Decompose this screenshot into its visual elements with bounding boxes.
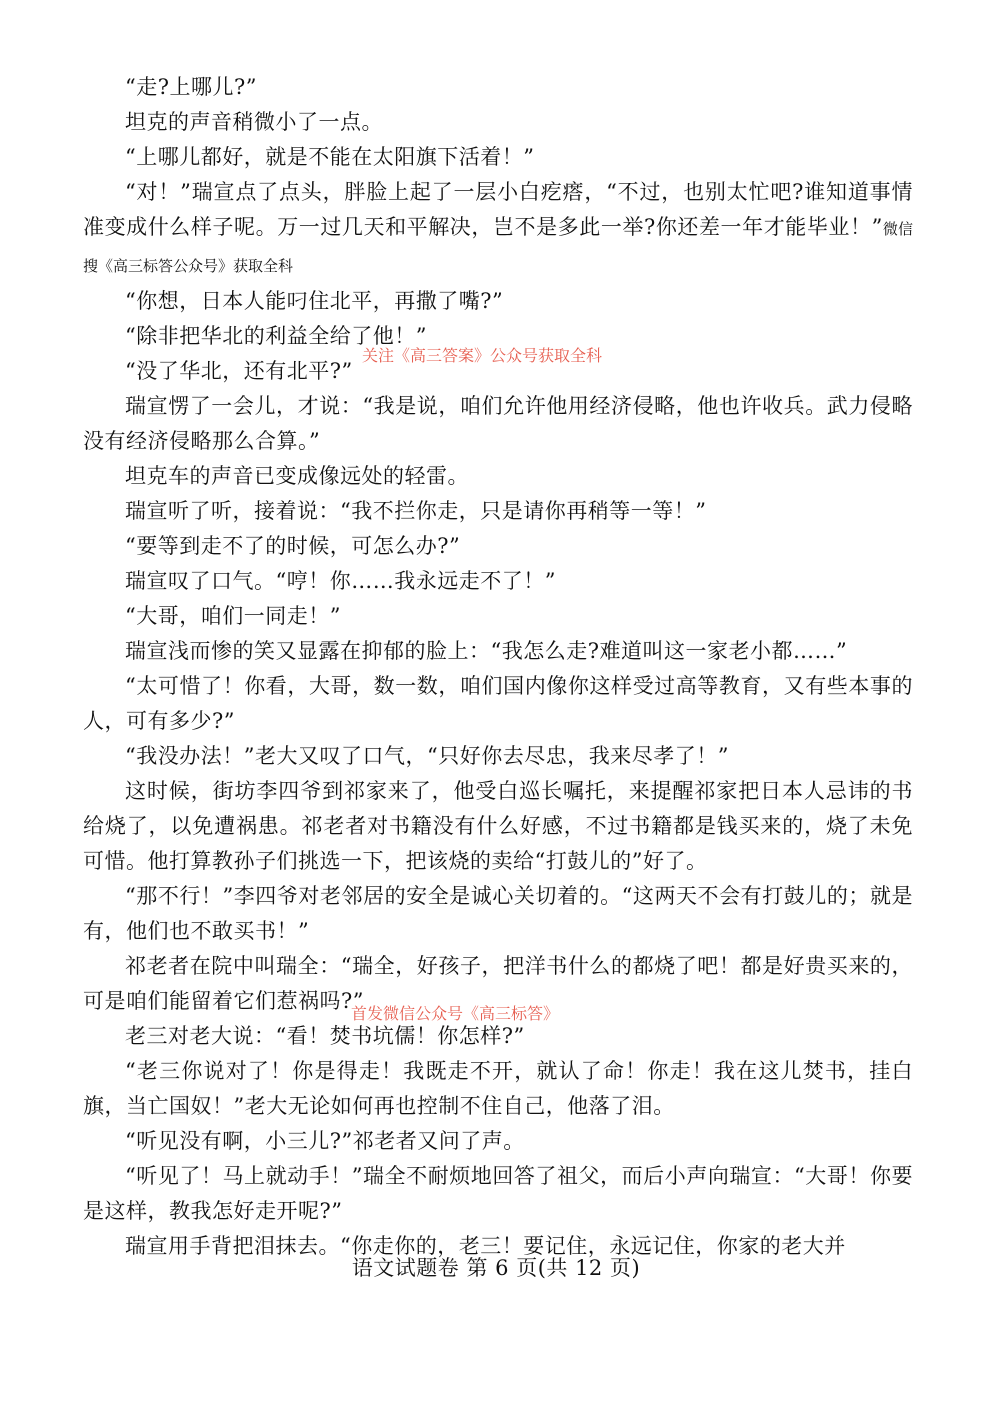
page-footer: 语文试题卷 第 6 页(共 12 页)	[351, 1256, 641, 1280]
paragraph: 瑞宣用手背把泪抹去。“你走你的，老三！要记住，永远记住，你家的老大并	[125, 1234, 846, 1258]
paragraph: “听见了！马上就动手！”瑞全不耐烦地回答了祖父，而后小声向瑞宣：“大哥！你要是这样，教我怎好走开呢?”	[83, 1164, 913, 1223]
paragraph-with-note	[83, 175, 913, 284]
watermark-top: 关注《高三答案》公众号获取全科	[362, 346, 603, 365]
paragraph: “我没办法！”老大又叹了口气，“只好你去尽忠，我来尽孝了！”	[125, 744, 729, 768]
paragraph: “上哪儿都好，就是不能在太阳旗下活着！”	[125, 145, 535, 169]
paragraph: “走?上哪儿?”	[125, 75, 257, 99]
paragraph: 这时候，街坊李四爷到祁家来了，他受白巡长嘱托，来提醒祁家把日本人忌讳的书给烧了，以免遭祸患。祁老者对书籍没有什么好感，不过书籍都是钱买来的，烧了未免可惜。他打算教孙子们挑选一下，把该烧的卖给“打鼓儿的”好了。	[83, 779, 913, 873]
watermark-bottom: 首发微信公众号《高三标答》	[351, 1004, 560, 1023]
paragraph: “听见没有啊，小三儿?”祁老者又问了声。	[125, 1129, 525, 1153]
paragraph: “那不行！”李四爷对老邻居的安全是诚心关切着的。“这两天不会有打鼓儿的；就是有，他们也不敢买书！”	[83, 884, 913, 943]
paragraph: “大哥，咱们一同走！”	[125, 604, 341, 628]
paragraph: “要等到走不了的时候，可怎么办?”	[125, 534, 461, 558]
paragraph: 瑞宣叹了口气。“哼！你……我永远走不了！”	[125, 569, 556, 593]
paragraph: “你想，日本人能叼住北平，再撒了嘴?”	[125, 289, 504, 313]
paragraph: 老三对老大说：“看！焚书坑儒！你怎样?”	[125, 1024, 525, 1048]
paragraph: “没了华北，还有北平?”	[125, 359, 353, 383]
paragraph: 瑞宣愣了一会儿，才说：“我是说，咱们允许他用经济侵略，他也许收兵。武力侵略没有经济侵略那么合算。”	[83, 394, 913, 453]
paragraph-text: “对！”瑞宣点了点头，胖脸上起了一层小白疙瘩，“不过，也别太忙吧?谁知道事情准变成什么样子呢。万一过几天和平解决，岂不是多此一举?你还差一年才能毕业！”	[83, 180, 913, 239]
paragraph: “太可惜了！你看，大哥，数一数，咱们国内像你这样受过高等教育，又有些本事的人，可有多少?”	[83, 674, 913, 733]
paragraph: 坦克的声音稍微小了一点。	[125, 110, 383, 134]
passage-body	[83, 70, 913, 1264]
paragraph: 坦克车的声音已变成像远处的轻雷。	[125, 464, 469, 488]
inline-note: 微信搜《高三标答公众号》获取全科	[83, 220, 913, 275]
paragraph: 瑞宣浅而惨的笑又显露在抑郁的脸上：“我怎么走?难道叫这一家老小都……”	[125, 639, 848, 663]
paragraph: “老三你说对了！你是得走！我既走不开，就认了命！你走！我在这儿焚书，挂白旗，当亡国奴！”老大无论如何再也控制不住自己，他落了泪。	[83, 1059, 913, 1118]
paragraph: 瑞宣听了听，接着说：“我不拦你走，只是请你再稍等一等！”	[125, 499, 707, 523]
paragraph: “除非把华北的利益全给了他！”	[125, 324, 427, 348]
paragraph: 祁老者在院中叫瑞全：“瑞全，好孩子，把洋书什么的都烧了吧！都是好贵买来的，可是咱们能留着它们惹祸吗?”	[83, 954, 913, 1013]
